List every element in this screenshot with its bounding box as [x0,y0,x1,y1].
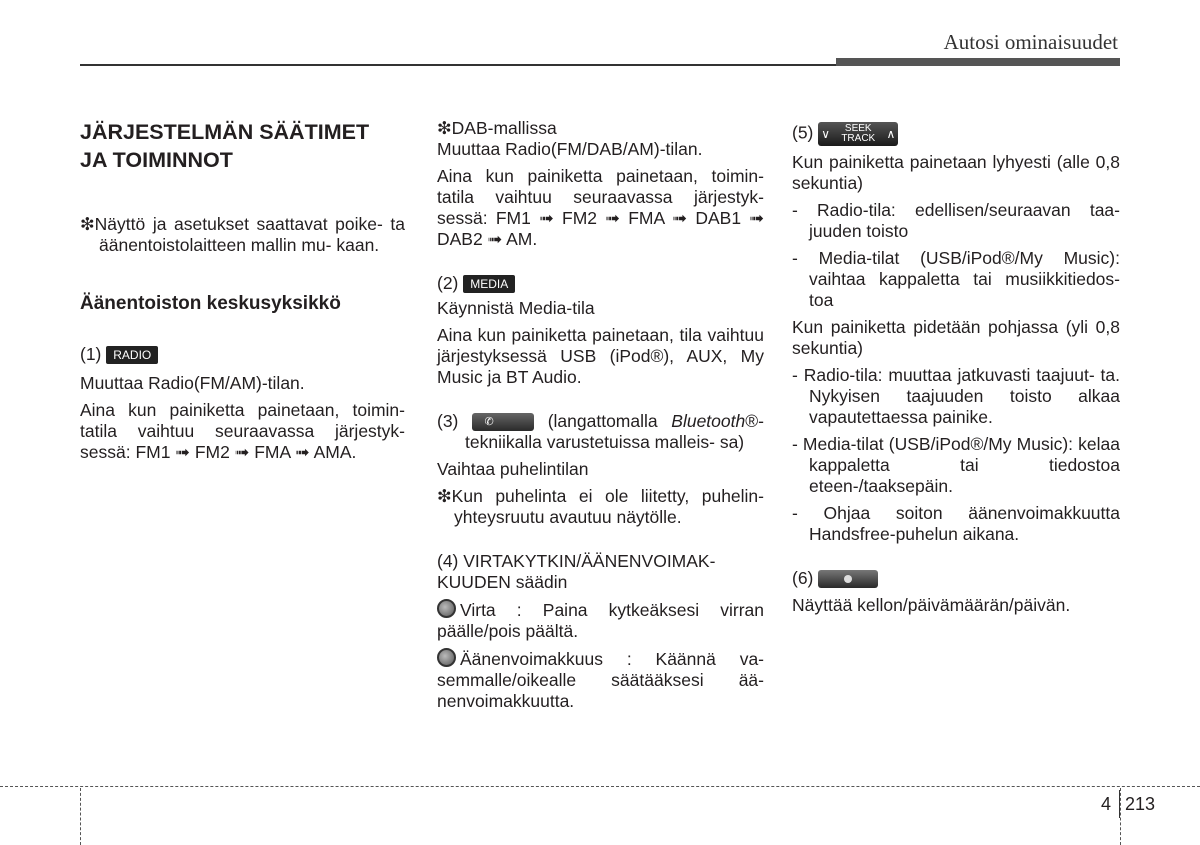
footer-crop-mark-left [80,788,81,845]
media-button-icon: MEDIA [463,275,515,293]
item3-text-b: ®- tekniikalla varustetuissa malleis- sa) [465,411,764,452]
column-2 [437,118,764,712]
item6-row [792,568,1120,589]
item2-desc: Käynnistä Media-tila [437,298,595,318]
item5-bullet-2: - Media-tilat (USB/iPod®/My Music): vaihtaa kappaletta tai musiikkitiedos- toa [792,248,1120,310]
item1-row [80,344,405,365]
item4-power-text: Virta : Paina kytkeäksesi virran päälle/pois päältä. [437,600,764,641]
seek-track-button-icon [818,122,898,146]
dab-note: ❇DAB-mallissa [437,118,557,138]
item3-number: (3) [437,411,459,431]
item2-row [437,273,764,294]
item5-bullet-3: - Radio-tila: muuttaa jatkuvasti taajuut- ta. Nykyisen taajuuden toisto alkaa vapautettaessa painike. [792,365,1120,427]
subheading: Äänentoiston keskusyksikkö [80,293,341,314]
clock-button-icon [818,570,878,588]
page-number-divider [1119,790,1120,818]
dab-sequence: Aina kun painiketta painetaan, toimin- tatila vaihtuu seuraavassa järjestyk- sessä: FM1 ➟ FM2 ➟ FMA ➟ DAB1 ➟ DAB2 ➟ AM. [437,166,764,249]
footer-crop-mark-right [1120,788,1121,845]
chevron-up-icon: ∧ [886,126,896,141]
item1-desc: Muuttaa Radio(FM/AM)-tilan. [80,373,305,393]
chevron-down-icon: ∨ [821,126,831,141]
item6-number: (6) [792,568,814,588]
item3-text-a: (langattomalla [547,411,672,431]
knob-icon [437,599,456,618]
model-note: ❇Näyttö ja asetukset saattavat poike- ta äänentoistolaitteen mallin mu- kaan. [80,214,405,255]
seek-track-label [841,124,875,144]
track-label: TRACK [841,133,876,144]
seek-label: SEEK [844,123,872,134]
item4-power [437,599,764,642]
item5-short-press: Kun painiketta painetaan lyhyesti (alle 0,8 sekuntia) [792,152,1120,193]
section-heading [80,118,405,174]
item5-number: (5) [792,122,814,143]
item2-number: (2) [437,273,459,293]
item3-desc: Vaihtaa puhelintilan [437,459,589,479]
item4-volume [437,648,764,712]
item5-bullet-5: - Ohjaa soiton äänenvoimakkuutta Handsfree-puhelun aikana. [792,503,1120,544]
item5-bullet-1: - Radio-tila: edellisen/seuraavan taa- juuden toisto [792,200,1120,241]
item1-sequence: Aina kun painiketta painetaan, toimin- tatila vaihtuu seuraavassa järjestyk- sessä: FM1 ➟ FM2 ➟ FMA ➟ AMA. [80,400,405,462]
bluetooth-text: Bluetooth [671,411,746,431]
chapter-number: 4 [1101,794,1112,814]
section-heading-line1: JÄRJESTELMÄN SÄÄTIMET [80,120,370,144]
item3-row [437,411,764,453]
item5-bullet-4: - Media-tilat (USB/iPod®/My Music): kelaa kappaletta tai tiedostoa eteen-/taaksepäin. [792,434,1120,496]
dab-desc: Muuttaa Radio(FM/DAB/AM)-tilan. [437,139,703,159]
item2-sequence: Aina kun painiketta painetaan, tila vaihtuu järjestyksessä USB (iPod®), AUX, My Music ja BT Audio. [437,325,764,387]
running-header: Autosi ominaisuudet [943,30,1118,54]
item1-number: (1) [80,344,102,364]
footer-crop-line [0,786,1200,787]
item5-row [792,122,1120,146]
item4-volume-text: Äänenvoimakkuus : Käännä va- semmalle/oikealle säätääksesi ää- nenvoimakkuutta. [437,649,764,711]
section-heading-line2: JA TOIMINNOT [80,148,233,172]
page-number: 213 [1125,794,1156,814]
item3-note: ❇Kun puhelinta ei ole liitetty, puhelin- yhteysruutu avautuu näytölle. [437,486,764,527]
column-3 [792,122,1120,616]
item5-long-press: Kun painiketta pidetään pohjassa (yli 0,8 sekuntia) [792,317,1120,358]
knob-icon [437,648,456,667]
item4-title: (4) VIRTAKYTKIN/ÄÄNENVOIMAK- KUUDEN säädin [437,551,716,592]
column-1 [80,118,405,463]
header-rule-accent [836,58,1120,66]
radio-button-icon: RADIO [106,346,158,364]
phone-button-icon: ✆ [472,413,534,431]
item6-desc: Näyttää kellon/päivämäärän/päivän. [792,595,1071,615]
